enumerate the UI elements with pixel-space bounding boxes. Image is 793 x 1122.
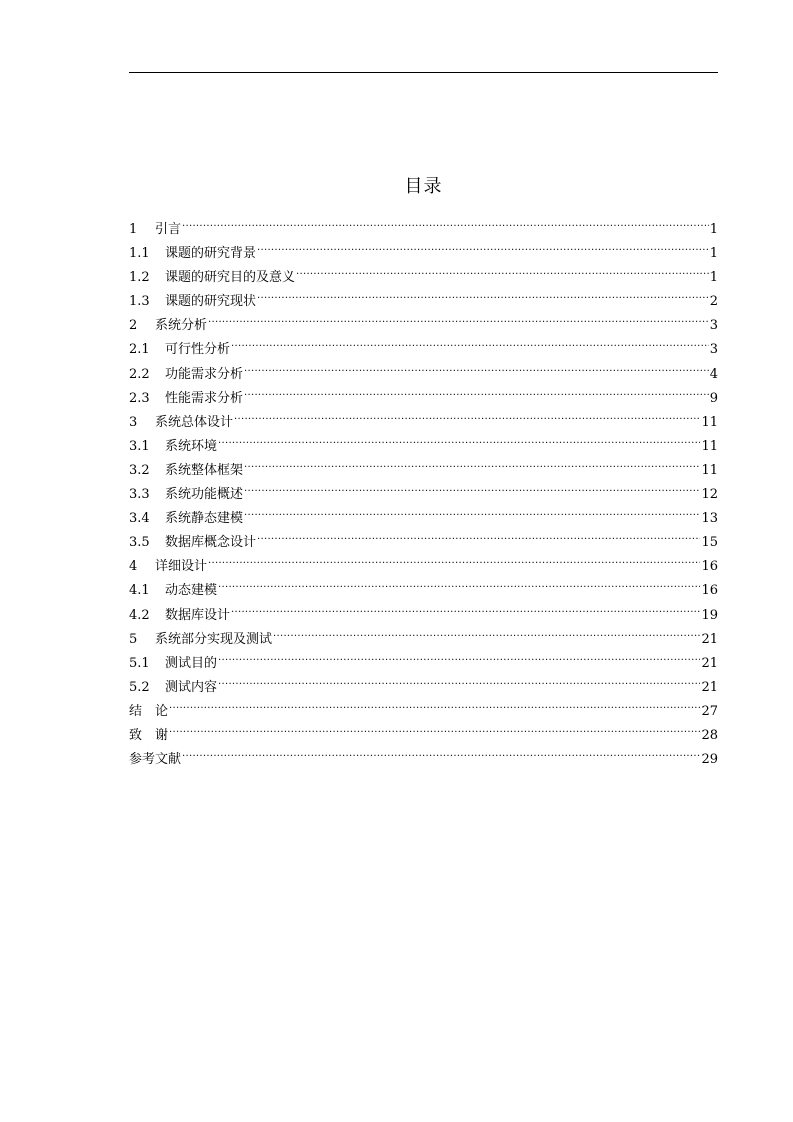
toc-dot-leader xyxy=(218,669,700,691)
toc-dot-leader xyxy=(244,476,700,498)
toc-entry[interactable] xyxy=(129,693,718,717)
toc-dot-leader xyxy=(169,693,700,715)
toc-dot-leader xyxy=(257,524,700,546)
toc-entry-title: 可行性分析 xyxy=(165,342,231,358)
toc-dot-leader xyxy=(257,235,709,257)
toc-dot-leader xyxy=(208,548,700,570)
toc-entry-page-number: 16 xyxy=(701,583,718,599)
toc-entry-number: 2.2 xyxy=(129,366,150,382)
toc-entry-page-number: 1 xyxy=(709,246,718,262)
toc-entry-title: 系统功能概述 xyxy=(165,487,244,503)
toc-dot-leader xyxy=(218,572,700,594)
toc-dot-leader xyxy=(231,331,709,353)
toc-entry-number: 5.2 xyxy=(129,679,150,695)
toc-entry-title: 功能需求分析 xyxy=(165,366,244,382)
toc-dot-leader xyxy=(244,380,709,402)
toc-dot-leader xyxy=(244,452,700,474)
toc-list xyxy=(129,211,718,768)
toc-entry-title: 详细设计 xyxy=(155,559,208,575)
toc-entry-page-number: 28 xyxy=(701,727,718,743)
toc-entry-number: 3.5 xyxy=(129,535,150,551)
toc-entry-title: 引言 xyxy=(155,222,182,237)
toc-entry-number: 2.3 xyxy=(129,390,150,406)
toc-dot-leader xyxy=(244,500,700,522)
toc-entry-page-number: 11 xyxy=(701,438,718,454)
toc-entry-title: 测试内容 xyxy=(165,679,218,695)
toc-entry[interactable] xyxy=(129,331,718,358)
toc-entry-page-number: 21 xyxy=(701,631,718,647)
toc-entry-page-number: 9 xyxy=(709,390,718,406)
toc-entry-page-number: 27 xyxy=(701,703,718,719)
toc-entry-number: 3.3 xyxy=(129,487,150,503)
toc-entry[interactable] xyxy=(129,548,718,575)
toc-entry-page-number: 15 xyxy=(701,535,718,551)
toc-entry[interactable] xyxy=(129,307,718,334)
toc-entry-number: 1.3 xyxy=(129,294,150,310)
toc-entry[interactable] xyxy=(129,741,718,768)
toc-entry-number: 3 xyxy=(129,414,138,430)
toc-entry-page-number: 13 xyxy=(701,511,718,527)
toc-entry[interactable] xyxy=(129,669,718,693)
toc-entry[interactable] xyxy=(129,428,718,452)
toc-entry-title: 系统分析 xyxy=(155,318,208,334)
toc-dot-leader xyxy=(169,717,700,739)
toc-entry-title: 系统整体框架 xyxy=(165,462,244,478)
toc-entry-title: 系统总体设计 xyxy=(155,414,234,430)
toc-entry[interactable] xyxy=(129,452,718,476)
toc-entry-title: 系统部分实现及测试 xyxy=(155,631,273,647)
toc-entry-page-number: 3 xyxy=(709,342,718,358)
toc-entry-title: 系统静态建模 xyxy=(165,511,244,527)
toc-entry-title: 结 论 xyxy=(129,703,169,719)
toc-dot-leader xyxy=(182,741,700,763)
toc-entry-page-number: 19 xyxy=(701,607,718,623)
header-rule xyxy=(129,72,718,73)
toc-entry-page-number: 21 xyxy=(701,655,718,671)
toc-entry-number: 2 xyxy=(129,318,138,334)
toc-entry[interactable] xyxy=(129,717,718,741)
toc-entry-title: 参考文献 xyxy=(129,752,182,768)
toc-entry-number: 5 xyxy=(129,631,138,647)
toc-entry-title: 数据库设计 xyxy=(165,607,231,623)
toc-entry-page-number: 16 xyxy=(701,559,718,575)
toc-entry-title: 课题的研究现状 xyxy=(165,294,257,310)
toc-entry-number: 1.1 xyxy=(129,246,150,262)
toc-entry-title: 致 谢 xyxy=(129,727,169,743)
toc-dot-leader xyxy=(231,597,700,619)
toc-dot-leader xyxy=(218,645,700,667)
toc-entry-number: 3.2 xyxy=(129,462,150,478)
toc-entry[interactable] xyxy=(129,235,718,262)
toc-dot-leader xyxy=(182,211,709,233)
toc-entry-number: 5.1 xyxy=(129,655,150,671)
page-title: 目录 xyxy=(404,176,443,197)
toc-entry-page-number: 11 xyxy=(701,462,718,478)
toc-entry-page-number: 1 xyxy=(709,222,718,237)
toc-dot-leader xyxy=(244,356,709,378)
toc-entry-title: 课题的研究背景 xyxy=(165,246,257,262)
toc-entry-title: 系统环境 xyxy=(165,438,218,454)
toc-entry-title: 测试目的 xyxy=(165,655,218,671)
toc-entry-page-number: 2 xyxy=(709,294,718,310)
toc-entry[interactable] xyxy=(129,645,718,669)
toc-entry-number: 3.4 xyxy=(129,511,150,527)
toc-entry-page-number: 21 xyxy=(701,679,718,695)
toc-entry-page-number: 29 xyxy=(701,752,718,768)
toc-dot-leader xyxy=(208,307,709,329)
toc-entry-title: 课题的研究目的及意义 xyxy=(165,270,296,286)
toc-entry-number: 2.1 xyxy=(129,342,150,358)
toc-entry-page-number: 11 xyxy=(701,414,718,430)
toc-dot-leader xyxy=(273,621,700,643)
toc-entry-page-number: 1 xyxy=(709,270,718,286)
toc-entry-number: 1 xyxy=(129,222,138,237)
toc-entry[interactable] xyxy=(129,572,718,599)
toc-dot-leader xyxy=(234,404,700,426)
toc-entry-title: 动态建模 xyxy=(165,583,218,599)
toc-entry[interactable] xyxy=(129,211,718,235)
toc-entry-number: 4 xyxy=(129,559,138,575)
toc-entry-title: 性能需求分析 xyxy=(165,390,244,406)
toc-dot-leader xyxy=(257,283,709,305)
toc-entry-page-number: 4 xyxy=(709,366,718,382)
toc-entry-number: 4.1 xyxy=(129,583,150,599)
toc-entry-number: 3.1 xyxy=(129,438,150,454)
toc-entry-number: 1.2 xyxy=(129,270,150,286)
toc-dot-leader xyxy=(218,428,700,450)
toc-entry-number: 4.2 xyxy=(129,607,150,623)
toc-dot-leader xyxy=(296,259,709,281)
toc-entry-page-number: 3 xyxy=(709,318,718,334)
toc-entry-title: 数据库概念设计 xyxy=(165,535,257,551)
toc-entry[interactable] xyxy=(129,597,718,621)
toc-entry-page-number: 12 xyxy=(701,487,718,503)
